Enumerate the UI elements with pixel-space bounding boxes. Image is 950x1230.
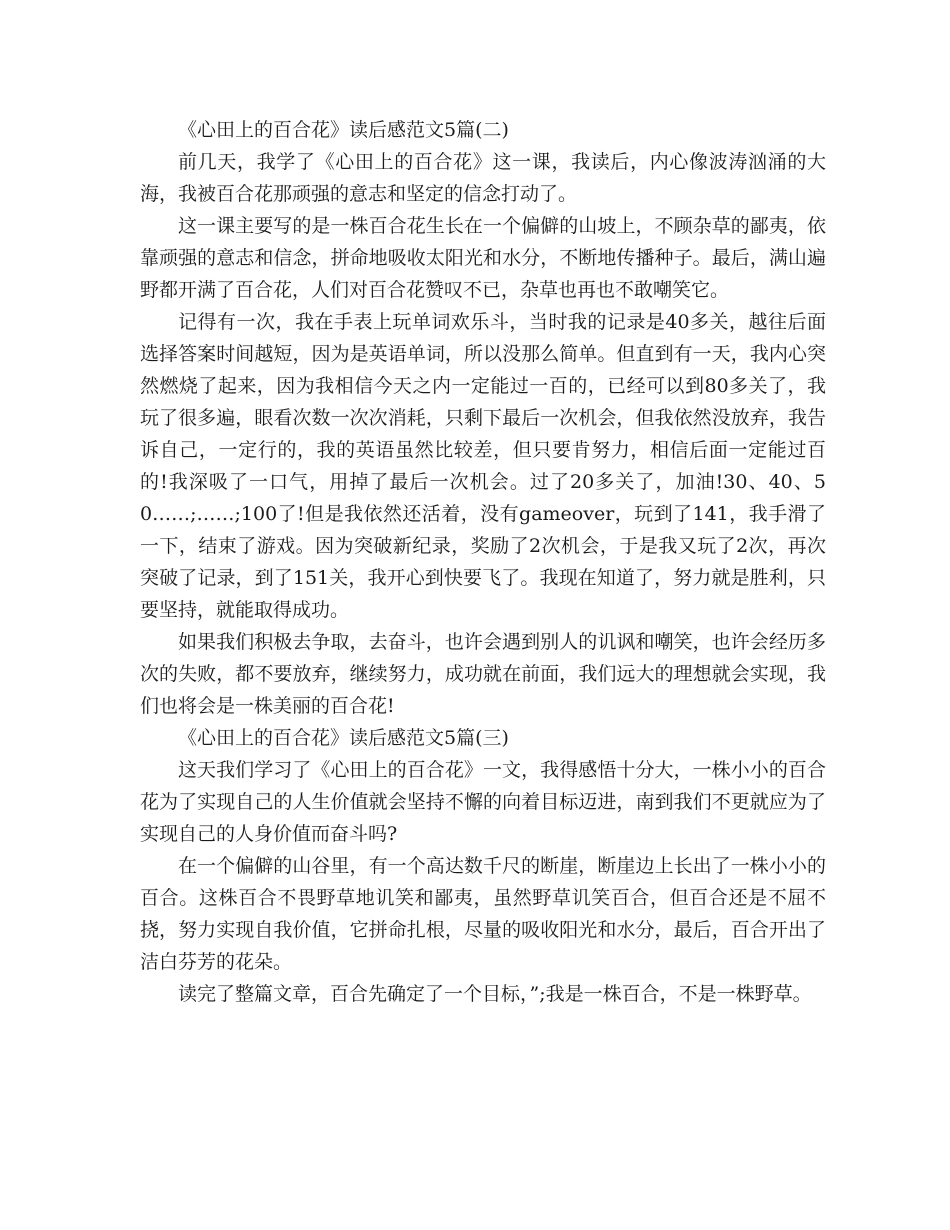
paragraph: 记得有一次，我在手表上玩单词欢乐斗，当时我的记录是40多关，越往后面选择答案时间越短，因为是英语单词，所以没那么简单。但直到有一天，我内心突然燃烧了起来，因为我相信今天之内一定能过一百的，已经可以到80多关了，我玩了很多遍，眼看次数一次次消耗，只剩下最后一次机会，但我依然没放弃，我告诉自己，一定行的，我的英语虽然比较差，但只要肯努力，相信后面一定能过百的!我深吸了一口气，用掉了最后一次机会。过了20多关了，加油!30、40、50……;……;100了!但是我依然还活着，没有gameover，玩到了141，我手滑了一下，结束了游戏。因为突破新纪录，奖励了2次机会，于是我又玩了2次，再次突破了记录，到了151关，我开心到快要飞了。我现在知道了，努力就是胜利，只要坚持，就能取得成功。 (140, 311, 826, 621)
section-heading: 《心田上的百合花》读后感范文5篇(三) (178, 727, 509, 749)
paragraph: 这一课主要写的是一株百合花生长在一个偏僻的山坡上，不顾杂草的鄙夷，依靠顽强的意志和信念，拼命地吸收太阳光和水分，不断地传播种子。最后，满山遍野都开满了百合花，人们对百合花赞叹不已，杂草也再也不敢嘲笑它。 (140, 215, 826, 301)
section-heading: 《心田上的百合花》读后感范文5篇(二) (178, 119, 509, 141)
document-body (140, 114, 826, 1010)
paragraph: 读完了整篇文章，百合先确定了一个目标，”;我是一株百合，不是一株野草。 (178, 983, 812, 1005)
paragraph: 在一个偏僻的山谷里，有一个高达数千尺的断崖，断崖边上长出了一株小小的百合。这株百合不畏野草地讥笑和鄙夷，虽然野草讥笑百合，但百合还是不屈不挠，努力实现自我价值，它拼命扎根，尽量的吸收阳光和水分，最后，百合开出了洁白芬芳的花朵。 (140, 855, 826, 973)
paragraph: 如果我们积极去争取，去奋斗，也许会遇到别人的讥讽和嘲笑，也许会经历多次的失败，都不要放弃，继续努力，成功就在前面，我们远大的理想就会实现，我们也将会是一株美丽的百合花! (140, 631, 826, 717)
paragraph: 这天我们学习了《心田上的百合花》一文，我得感悟十分大，一株小小的百合花为了实现自己的人生价值就会坚持不懈的向着目标迈进，南到我们不更就应为了实现自己的人身价值而奋斗吗? (140, 759, 826, 845)
paragraph: 前几天，我学了《心田上的百合花》这一课，我读后，内心像波涛汹涌的大海，我被百合花那顽强的意志和坚定的信念打动了。 (140, 151, 826, 205)
